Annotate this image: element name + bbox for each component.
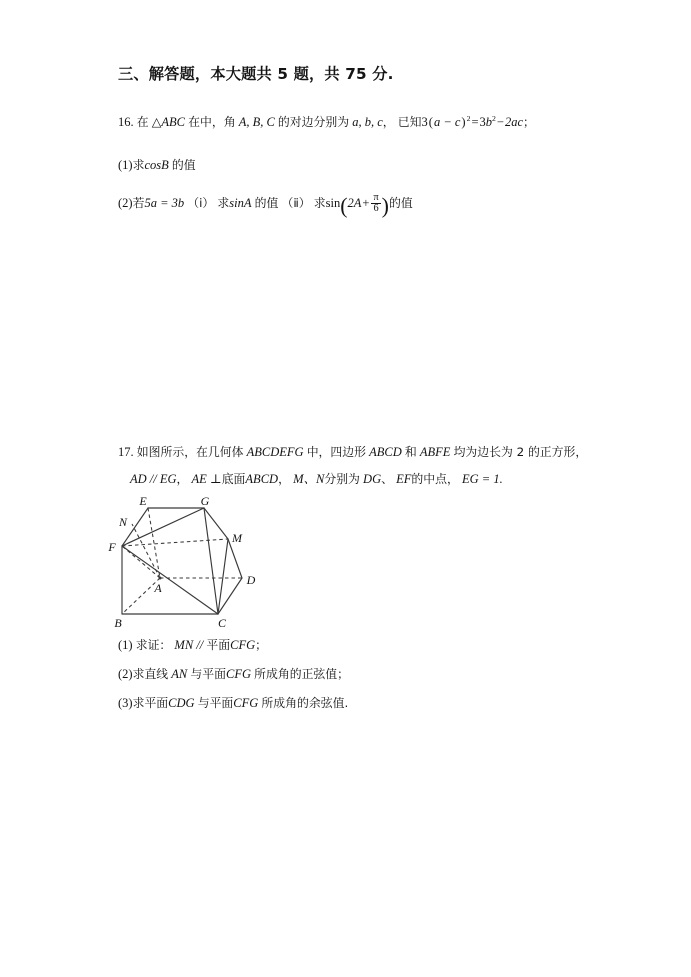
part-2-sub-ii-argument: 2A: [347, 195, 362, 210]
problem-16-stem: 16. 在 △ABC 在中，角 A, B, C 的对边分别为 a, b, c， 已知$3(a - c)^2=3b^2-2ac$；: [118, 114, 535, 130]
section-heading: [118, 63, 394, 86]
problem-16-number: 16.: [118, 115, 134, 130]
sub-1-expression: MN //: [174, 638, 207, 652]
edge-FG: [122, 508, 204, 546]
vertex-label-N: N: [118, 515, 128, 529]
sub-1-plane: CFG: [230, 638, 256, 652]
problem-17-subquestion-3: [118, 694, 348, 713]
part-2-sub-i-verb: 求: [217, 195, 230, 210]
fraction-denominator: 6: [371, 203, 380, 215]
problem-17-subquestion-2: [118, 665, 349, 684]
problem-16-stem-prefix: 在: [136, 115, 149, 130]
problem-16-part-2: (2)若5a = 3b （ⅰ） 求sinA 的值 （ⅱ） 求sin(2A+ $\frac{\pi}{6}$ )的值: [118, 191, 413, 218]
equation-rhs-minus: −: [496, 115, 504, 130]
part-2-sub-i-marker: （ⅰ）: [187, 195, 215, 210]
equation-power: 2: [466, 114, 471, 123]
problem-17-line-1-tail: 均为边长为 2 的正方形，: [453, 445, 588, 459]
part-1-verb: 求: [132, 158, 145, 172]
midpoints-text: 分别为: [324, 472, 360, 486]
equation-rhs-variable: b: [485, 115, 493, 130]
equation-rhs-coefficient: 3: [479, 115, 486, 130]
sub-2-label: (2): [118, 667, 133, 681]
problem-16-terminator: ；: [523, 115, 535, 130]
geometry-diagram: [104, 494, 264, 634]
problem-17-stem-line-1: [118, 443, 587, 462]
equation-equals: =: [471, 115, 479, 130]
sub-3-with: 与平面: [197, 696, 234, 710]
vertex-label-M: M: [232, 531, 242, 545]
part-2-sub-ii-function: sin: [325, 195, 341, 210]
problem-17-subquestion-1: [118, 636, 267, 655]
problem-16-sides: a, b, c: [352, 115, 383, 130]
segment-dg: DG: [363, 472, 382, 486]
part-2-condition-prefix: 若: [132, 195, 145, 210]
sub-2-with: 与平面: [190, 667, 226, 681]
problem-17-intro: 如图所示，在几何体: [136, 445, 244, 459]
part-2-sub-ii-verb: 求: [313, 195, 326, 210]
problem-17-stem-line-2: [130, 470, 503, 489]
part-1-expression: cosB: [144, 158, 169, 172]
problem-17-mid: 中，四边形: [306, 445, 366, 459]
problem-17-solid: ABCDEFG: [246, 445, 304, 459]
sub-1-plane-text: 平面: [206, 638, 231, 652]
vertex-label-G: G: [200, 494, 210, 508]
dashed-edges-group: [122, 508, 242, 614]
sub-3-plane-1: CDG: [168, 696, 195, 710]
part-2-label: (2): [118, 195, 133, 210]
edge-FC: [122, 546, 218, 614]
sub-1-prefix: 求证：: [135, 638, 172, 652]
part-2-sub-i-suffix: 的值: [254, 195, 279, 210]
vertex-point-A: [159, 577, 162, 580]
problem-17-quad-1: ABCD: [369, 445, 402, 459]
part-1-suffix: 的值: [171, 158, 196, 172]
base-plane: ABCD: [245, 472, 279, 486]
midpoints-mn: M、N: [293, 472, 325, 486]
sub-3-label: (3): [118, 696, 133, 710]
part-2-sub-ii-suffix: 的值: [388, 195, 413, 210]
problem-17-number: 17.: [118, 445, 134, 459]
equation-rhs-term: 2ac: [504, 115, 524, 130]
vertex-label-C: C: [217, 616, 227, 630]
problem-16-given-label: 已知: [397, 115, 422, 130]
geometry-diagram-svg: [104, 494, 264, 634]
vertex-label-E: E: [139, 494, 147, 508]
edge-EA-hidden: [148, 508, 160, 578]
part-2-sub-i-expression: sinA: [229, 195, 252, 210]
vertex-label-A: A: [154, 581, 162, 595]
equation-coefficient: 3: [421, 115, 428, 130]
vertex-label-B: B: [114, 616, 122, 630]
sub-1-label: (1): [118, 638, 133, 652]
fraction-numerator: π: [373, 191, 379, 203]
sub-2-tail: 所成角的正弦值；: [254, 667, 350, 681]
problem-17-conjunction: 和: [404, 445, 417, 459]
sub-2-prefix: 求直线: [132, 667, 169, 681]
condition-perpendicular: AE ⊥: [191, 472, 222, 486]
vertex-label-F: F: [108, 540, 116, 554]
separator-2: ，: [278, 472, 290, 486]
part-2-sub-ii-marker: （ⅱ）: [281, 195, 311, 210]
sub-1-terminator: ；: [255, 638, 267, 652]
section-heading-text: 三、解答题，本大题共 5 题，共 75 分.: [118, 65, 394, 83]
sub-2-plane: CFG: [226, 667, 251, 681]
enumeration-comma: 、: [381, 472, 393, 486]
edge-FM-hidden: [122, 539, 228, 546]
separator-1: ，: [176, 472, 189, 486]
segment-ef: EF: [396, 472, 412, 486]
midpoint-tail: 的中点，: [411, 472, 459, 486]
base-plane-text: 底面: [221, 472, 246, 486]
problem-16-part-1: [118, 156, 196, 175]
equation-rhs-power: 2: [492, 114, 496, 123]
problem-16-stem-mid: 在中，角: [188, 115, 236, 130]
vertex-label-D: D: [246, 573, 256, 587]
edge-CM: [218, 539, 228, 614]
vertex-labels-group: [107, 494, 255, 630]
eg-length: EG = 1.: [461, 472, 503, 486]
sub-2-line: AN: [171, 667, 188, 681]
part-1-label: (1): [118, 158, 133, 172]
sub-3-prefix: 求平面: [132, 696, 169, 710]
edge-AF-hidden: [122, 546, 160, 578]
condition-parallel: AD // EG: [130, 472, 177, 486]
part-2-condition: 5a = 3b: [144, 195, 185, 210]
pi-over-six-fraction: [371, 193, 380, 216]
problem-17-quad-2: ABFE: [419, 445, 451, 459]
part-2-sub-ii-operator: +: [362, 195, 370, 210]
problem-16-angles: A, B, C: [238, 115, 275, 130]
sub-3-tail: 所成角的余弦值.: [261, 696, 349, 710]
sub-3-plane-2: CFG: [233, 696, 259, 710]
equation-group: a − c: [433, 115, 461, 130]
problem-16-triangle: △ABC: [151, 115, 185, 130]
edge-AN-hidden: [132, 524, 160, 578]
problem-16-stem-mid2: 的对边分别为: [277, 115, 350, 130]
